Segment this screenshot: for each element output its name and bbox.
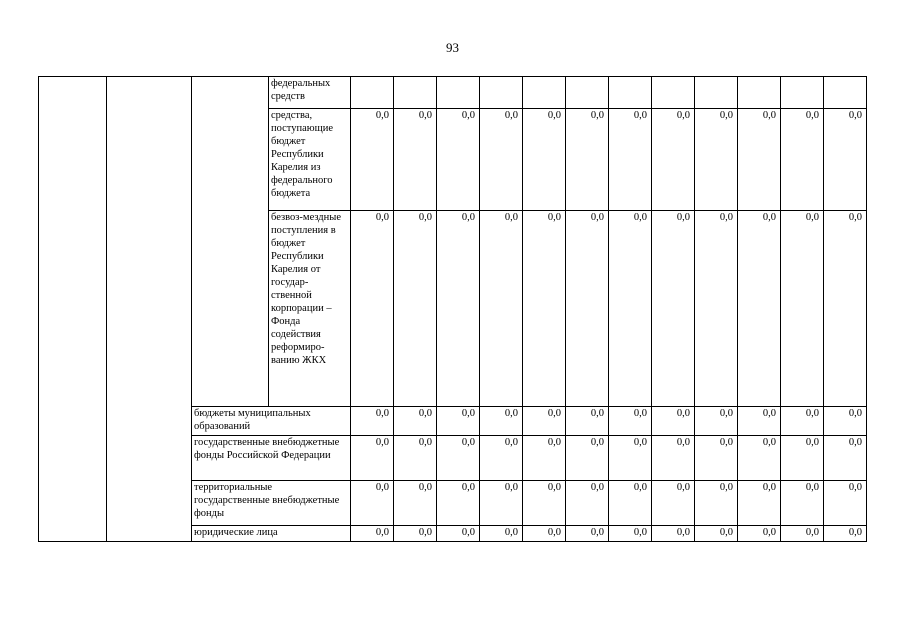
value-cell: 0,0 [695,526,738,542]
value-cell: 0,0 [695,407,738,436]
value-cell: 0,0 [824,436,867,481]
value-cell: 0,0 [738,109,781,211]
value-cell: 0,0 [781,407,824,436]
value-cell: 0,0 [738,526,781,542]
value-cell [695,77,738,109]
row-label: безвоз-мездные поступления в бюджет Республики Карелия от государ-ственной корпорации – Фонда содействия реформиро-ванию ЖКХ [269,211,351,407]
budget-table [38,76,867,542]
value-cell: 0,0 [781,436,824,481]
value-cell [480,77,523,109]
value-cell [566,77,609,109]
value-cell: 0,0 [437,526,480,542]
value-cell: 0,0 [781,109,824,211]
value-cell: 0,0 [351,436,394,481]
value-cell: 0,0 [523,407,566,436]
value-cell: 0,0 [781,481,824,526]
value-cell: 0,0 [351,481,394,526]
value-cell: 0,0 [695,481,738,526]
value-cell: 0,0 [781,211,824,407]
value-cell: 0,0 [480,211,523,407]
empty-cell-col1 [39,77,107,542]
row-label: государственные внебюджетные фонды Российской Федерации [192,436,351,481]
value-cell: 0,0 [824,407,867,436]
value-cell: 0,0 [480,526,523,542]
value-cell [437,77,480,109]
value-cell: 0,0 [652,526,695,542]
value-cell: 0,0 [566,436,609,481]
value-cell: 0,0 [351,211,394,407]
value-cell: 0,0 [695,109,738,211]
value-cell [523,77,566,109]
value-cell [738,77,781,109]
value-cell: 0,0 [609,436,652,481]
value-cell [351,77,394,109]
value-cell: 0,0 [523,436,566,481]
value-cell: 0,0 [437,436,480,481]
value-cell: 0,0 [824,481,867,526]
value-cell: 0,0 [566,481,609,526]
value-cell: 0,0 [652,211,695,407]
value-cell: 0,0 [480,436,523,481]
value-cell [609,77,652,109]
value-cell: 0,0 [394,211,437,407]
value-cell: 0,0 [351,407,394,436]
row-label: бюджеты муниципальных образований [192,407,351,436]
value-cell: 0,0 [566,407,609,436]
value-cell: 0,0 [480,481,523,526]
value-cell: 0,0 [609,407,652,436]
value-cell: 0,0 [824,211,867,407]
value-cell: 0,0 [609,526,652,542]
value-cell: 0,0 [695,436,738,481]
value-cell: 0,0 [652,407,695,436]
value-cell: 0,0 [824,109,867,211]
value-cell: 0,0 [566,211,609,407]
empty-cell-col3 [192,77,269,407]
value-cell: 0,0 [652,109,695,211]
value-cell [824,77,867,109]
value-cell: 0,0 [523,526,566,542]
value-cell: 0,0 [781,526,824,542]
value-cell: 0,0 [695,211,738,407]
value-cell: 0,0 [437,211,480,407]
value-cell: 0,0 [652,436,695,481]
value-cell: 0,0 [394,436,437,481]
value-cell: 0,0 [652,481,695,526]
row-label: юридические лица [192,526,351,542]
value-cell [781,77,824,109]
value-cell: 0,0 [351,526,394,542]
value-cell [394,77,437,109]
value-cell: 0,0 [394,526,437,542]
value-cell: 0,0 [609,211,652,407]
value-cell: 0,0 [437,109,480,211]
value-cell [652,77,695,109]
value-cell: 0,0 [437,407,480,436]
value-cell: 0,0 [394,407,437,436]
value-cell: 0,0 [609,109,652,211]
value-cell: 0,0 [738,407,781,436]
value-cell: 0,0 [523,109,566,211]
value-cell: 0,0 [738,481,781,526]
value-cell: 0,0 [566,526,609,542]
value-cell: 0,0 [738,436,781,481]
value-cell: 0,0 [437,481,480,526]
value-cell: 0,0 [480,109,523,211]
value-cell: 0,0 [566,109,609,211]
row-label: средства, поступающие бюджет Республики Карелия из федерального бюджета [269,109,351,211]
value-cell: 0,0 [394,109,437,211]
value-cell: 0,0 [523,481,566,526]
table-row [39,77,867,109]
value-cell: 0,0 [480,407,523,436]
value-cell: 0,0 [609,481,652,526]
value-cell: 0,0 [824,526,867,542]
empty-cell-col2 [107,77,192,542]
row-label: территориальные государственные внебюджетные фонды [192,481,351,526]
value-cell: 0,0 [523,211,566,407]
value-cell: 0,0 [351,109,394,211]
value-cell: 0,0 [738,211,781,407]
row-label: федеральных средств [269,77,351,109]
page-number: 93 [446,40,459,55]
value-cell: 0,0 [394,481,437,526]
